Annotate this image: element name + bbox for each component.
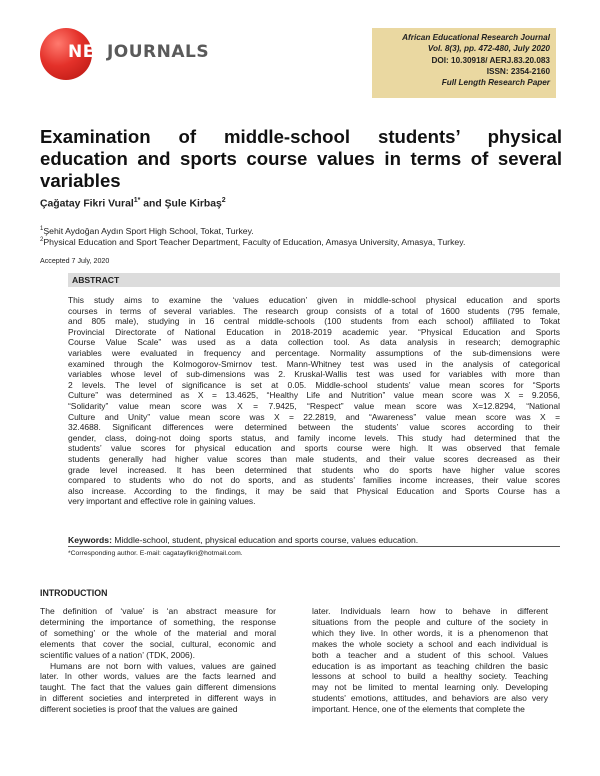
author-2: Şule Kirbaş xyxy=(164,198,222,210)
intro-left-line: later. In other words, values are the facts learned and xyxy=(40,671,276,682)
abstract-line: Culture and Unity” value mean score was X = 22.2819, and “Awareness” value mean score was X = xyxy=(68,411,560,422)
intro-left-line: elements that cover the social, cultural, economic and xyxy=(40,638,276,649)
intro-right-line: important. Hence, one of the elements that complete the xyxy=(312,704,525,715)
corresponding-author: *Corresponding author. E-mail: cagatayfikri@hotmail.com. xyxy=(68,550,243,557)
introduction-heading: INTRODUCTION xyxy=(40,588,108,598)
abstract-line: gender, class, doing-not doing sports status, and family income levels. This study had determined that the xyxy=(68,432,560,443)
abstract-line: Provincial Directorate of National Education in 2018-2019 academic year. “Physical Education and Sports xyxy=(68,326,560,337)
abstract-line: This study aims to examine the ‘values education’ given in middle-school physical education and sports xyxy=(68,295,560,305)
abstract-line: also increase. According to the findings, it may be said that Physical Education and Sports Course has a xyxy=(68,485,560,496)
intro-left-line: The definition of ‘value’ is ‘an abstract measure for xyxy=(40,606,276,616)
divider xyxy=(68,546,560,547)
abstract-line: courses in terms of several variables. The research group consists of a total of 1600 students (795 female, xyxy=(68,305,560,316)
abstract-heading-bar xyxy=(68,273,560,287)
abstract-line: students generally had higher value scores than male students, and their value scores decreased as their xyxy=(68,453,560,464)
abstract-line: variables whose level of sub-dimensions was 2. Kruskal-Wallis test was used for variables with more than xyxy=(68,369,560,380)
intro-right-line: makes the whole society a school and each individual is xyxy=(312,638,548,649)
paper-title: Examination of middle-school students’ physical education and sports course values in terms of several variables xyxy=(40,126,562,191)
author-1: Çağatay Fikri Vural xyxy=(40,198,134,210)
intro-right-line: education is as important as teaching children the basic xyxy=(312,660,548,671)
abstract-line: Culture” was determined as X = 13.4625, “Healthy Life and Nutrition” value mean score was X = 9.2056, xyxy=(68,390,560,401)
intro-right-line: both a teacher and a student of this school. Values xyxy=(312,649,548,660)
intro-right-line: later. Individuals learn how to behave in different xyxy=(312,606,548,616)
intro-left-line: in different societies and interpreted in different ways in xyxy=(40,693,276,704)
intro-right-line: students' emotions, attitudes, and behaviors are also very xyxy=(312,693,548,704)
journal-volume: Vol. 8(3), pp. 472-480, July 2020 xyxy=(427,44,550,54)
intro-right-line: situations from the people and culture of the society in xyxy=(312,616,548,627)
abstract-line: Course Value Scale” was used as a data collection tool. As data analysis in research; demographic xyxy=(68,337,560,348)
intro-left-line: determining the importance of something, the response xyxy=(40,616,276,627)
abstract-line: 32.4688. Significant differences were determined between the students’ value scores according to their xyxy=(68,422,560,433)
paper-type: Full Length Research Paper xyxy=(441,78,550,88)
abstract-line: and 805 male), studying in 16 central middle-schools (100 students from each school) affiliated to Tokat xyxy=(68,316,560,327)
abstract-line: compared to students who do not do sports, and as students’ families income increases, their value scores xyxy=(68,475,560,486)
intro-right-line: which they live. In other words, it is a phenomenon that xyxy=(312,627,548,638)
abstract-line: examined through the Kolmogorov-Smirnov test. Mann-Whitney test was used in the analysis of categorical xyxy=(68,358,560,369)
keywords: Keywords: Middle-school, student, physical education and sports course, values education. xyxy=(68,535,419,545)
intro-left-line: of something’ or the whole of the material and moral xyxy=(40,627,276,638)
logo-text: NETJOURNALS xyxy=(68,42,210,62)
introduction-left-column xyxy=(40,606,276,715)
intro-left-line: Humans are not born with values, values are gained xyxy=(50,660,276,671)
journal-info-box xyxy=(372,28,556,98)
intro-right-line: lessons at school to build a healthy society. Teaching xyxy=(312,671,548,682)
intro-left-line: taught. The fact that the values gain different dimensions xyxy=(40,682,276,693)
journal-name: African Educational Research Journal xyxy=(402,33,550,42)
abstract-line: “Solidarity” value mean score was X = 7.9425, “Respect” value mean score was X=12.8294, “National xyxy=(68,400,560,411)
abstract-text xyxy=(68,295,560,507)
abstract-line: 2 levels. The level of significance is set at 0.05. Middle-school students’ value mean scores for “Sports xyxy=(68,379,560,390)
abstract-line: students’ value scores for physical education and sports course were high. It was observed that female xyxy=(68,443,560,454)
affiliation-1: $^1$Şehit Aydoğan Aydın Sport High School, Tokat, Turkey. xyxy=(40,226,254,236)
abstract-heading: ABSTRACT xyxy=(72,275,120,285)
intro-left-line: different societies is proof that the values are gained xyxy=(40,704,238,715)
introduction-right-column xyxy=(312,606,548,715)
journal-logo xyxy=(40,28,210,80)
abstract-line: very important and effective role in gaining values. xyxy=(68,496,256,507)
author-line: Çağatay Fikri Vural$^{1*}$ and Şule Kirbaş$^2$ xyxy=(40,197,226,210)
journal-issn: ISSN: 2354-2160 xyxy=(486,66,550,76)
intro-right-line: may not be limited to mental learning only. Developing xyxy=(312,682,548,693)
abstract-line: variables were evaluated in frequency and percentage. Normality assumptions of the sub-dimensions were xyxy=(68,347,560,358)
accepted-date: Accepted 7 July, 2020 xyxy=(40,257,110,265)
affiliation-2: $^2$Physical Education and Sport Teacher Department, Faculty of Education, Amasya University, Amasya, Turkey. xyxy=(40,237,466,247)
intro-left-line: scientific values of a nation’ (TDK, 2006). xyxy=(40,649,196,660)
abstract-line: grade level increased. It has been determined that students who do sports have higher value scores xyxy=(68,464,560,475)
journal-doi: DOI: 10.30918/ AERJ.83.20.083 xyxy=(431,55,550,65)
